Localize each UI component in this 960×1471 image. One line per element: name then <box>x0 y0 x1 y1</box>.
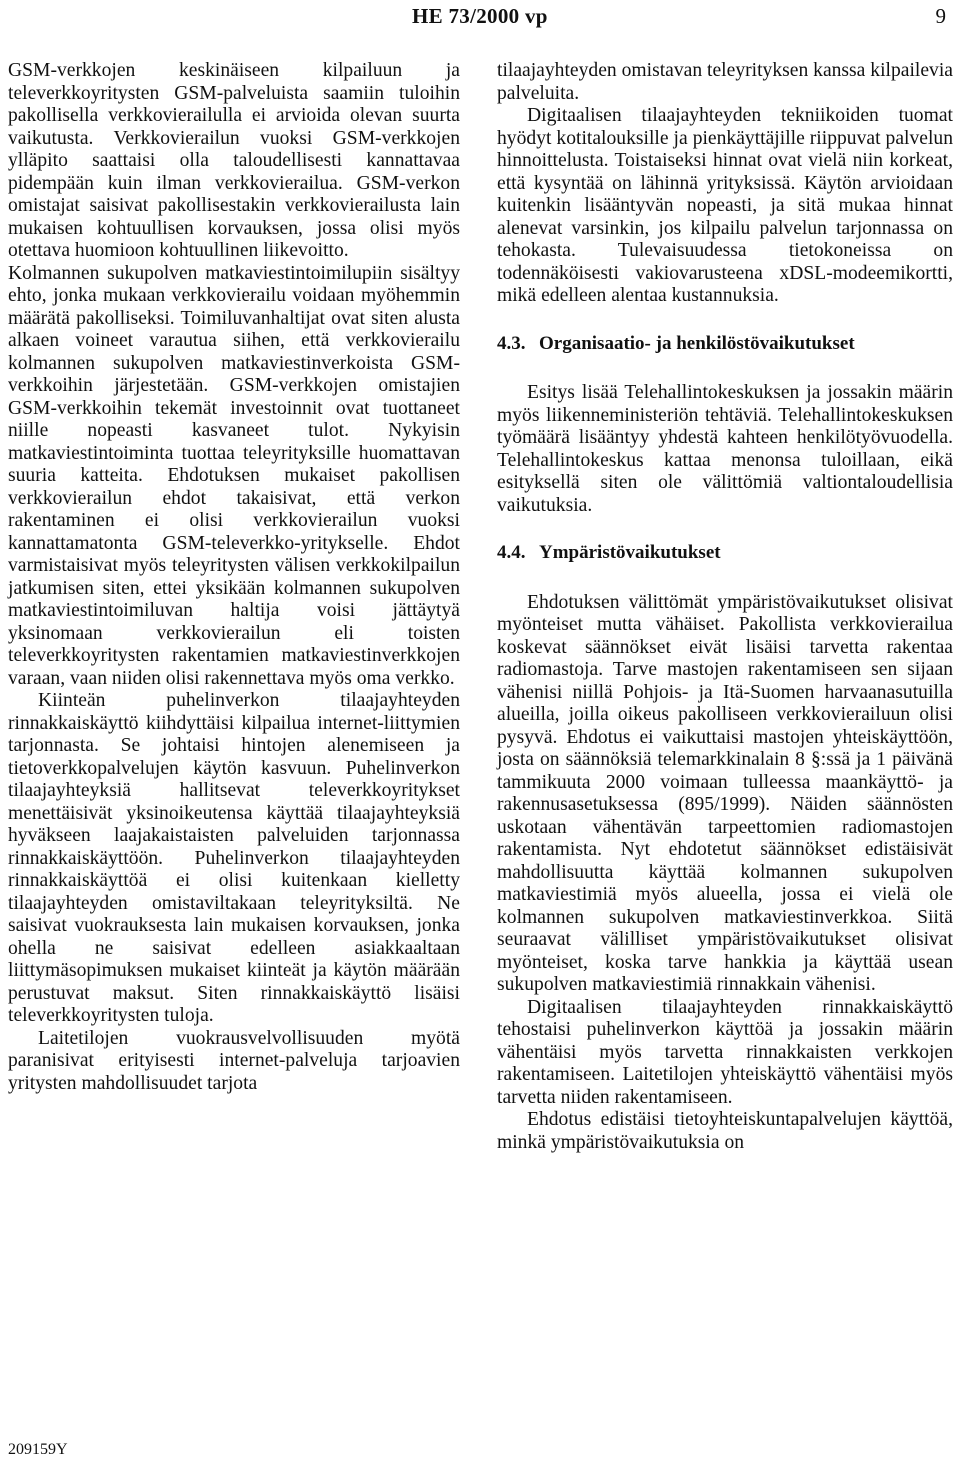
paragraph: Digitaalisen tilaajayhteyden tekniikoiden tuomat hyödyt kotitalouksille ja pienkäyttäjille riippuvat palvelun hinnoittelusta. Toistaiseksi hinnat ovat vielä niin korkeat, että kysyntää on lähinnä yrityksissä. Käytön arvioidaan kuitenkin lisääntyvän nopeasti, ja sitä mukaa hinnat alenevat varsinkin, jos kilpailu palvelun tarjonnassa on tehokasta. Tulevaisuudessa tietokoneissa on todennäköisesti vakiovarusteena xDSL-modeemikortti, mikä edelleen alentaa kustannuksia. <box>497 105 953 306</box>
paragraph: tilaajayhteyden omistavan teleyrityksen kanssa kilpailevia palveluita. <box>497 60 953 104</box>
section-heading-4-3 <box>497 333 953 356</box>
page-header <box>0 0 960 40</box>
paragraph: Digitaalisen tilaajayhteyden rinnakkaiskäyttö tehostaisi puhelinverkon käyttöä ja jossakin määrin vähentäisi myös tarvetta rinnakkaisten verkkojen rakentamiseen. Laitetilojen yhteiskäyttö vähentäisi myös tarvetta niiden rakentamiseen. <box>497 996 953 1108</box>
left-column <box>8 60 460 1095</box>
paragraph: Ehdotuksen välittömät ympäristövaikutukset olisivat myönteiset mutta vähäiset. Pakollista verkkovierailua koskevat säännökset eivät lisäisi tarvetta rakentaa radiomastoja. Tarve mastojen rakentamiseen sen sijaan vähenisi niillä Pohjois- ja Itä-Suomen harvaanasutuilla alueilla, joilla oikeus pakolliseen verkkovierailuun olisi pysyvä. Ehdotus ei vaikuttaisi mastojen yhteiskäyttöön, josta on säännöksiä telemarkkinalain 8 §:ssä ja 1 päivänä tammikuuta 2000 voimaan tulleessa maankäyttö- ja rakennusasetuksessa (895/1999). Näiden säännösten uskotaan vähentävän tarpeettomien radiomastojen rakentamista. Nyt ehdotetut säännökset edistäisivät mahdollisuutta käyttää kolmannen sukupolven matkaviestimiä myös alueella, jossa ei vielä ole kolmannen sukupolven matkaviestinverkkoa. Siitä seuraavat välilliset ympäristövaikutukset olisivat myönteiset, koska tarve hankkia ja käyttää usean sukupolven matkaviestimiä rinnakkain vähenisi. <box>497 591 953 995</box>
paragraph: Esitys lisää Telehallintokeskuksen ja jossakin määrin myös liikenneministeriön tehtäviä. Telehallintokeskuksen työmäärä lisääntyy yhdestä kahteen henkilötyövuodella. Telehallintokeskus kattaa menonsa tuloillaan, eikä esityksellä siten ole välittömiä valtiontaloudellisia vaikutuksia. <box>497 382 953 516</box>
paragraph: Kiinteän puhelinverkon tilaajayhteyden rinnakkaiskäyttö kiihdyttäisi kilpailua internet-liittymien tarjonnasta. Se johtaisi hintojen alenemiseen ja tietoverkkopalvelujen käytön kasvuun. Puhelinverkon tilaajayhteyksiä hallitsevat televerkkoyritykset menettäisivät yksinoikeutensa käyttää tilaajayhteyksiä hyväkseen laajakaistaisten palveluiden tarjonnassa rinnakkaiskäyttöön. Puhelinverkon tilaajayhteyden rinnakkaiskäyttöä ei olisi kuitenkaan kielletty tilaajayhteyden omistaviltakaan teleyrityksiltä. Ne saisivat vuokrauksesta lain mukaisen korvauksen, jonka ohella ne saisivat edelleen asiakkaaltaan liittymäsopimuksen mukaiset kiinteät ja käytön määrään perustuvat maksut. Siten rinnakkaiskäyttö lisäisi televerkkoyritysten tuloja. <box>8 690 460 1026</box>
section-title: Organisaatio- ja henkilöstövaikutukset <box>539 332 855 354</box>
paragraph: Kolmannen sukupolven matkaviestintoimilupiin sisältyy ehto, jonka mukaan verkkovierailu voidaan myöhemmin määrätä pakolliseksi. Toimiluvanhaltijat ovat siten alusta alkaen voineet varautua siihen, että verkkovierailu kolmannen sukupolven matkaviestinverkoista GSM-verkkoihin järjestetään. GSM-verkkojen omistajien GSM-verkkoihin tekemät investoinnit ovat tuottaneet niille nopeasti kasvaneet tulot. Nykyisin matkaviestintoiminta tuottaa teleyrityksille huomattavan suuria katteita. Ehdotuksen mukaiset pakollisen verkkovierailun ehdot takaisivat, että verkon rakentaminen ei olisi verkkovierailun vuoksi kannattamatonta GSM-televerkko-yritykselle. Ehdot varmistaisivat myös teleyritysten välisen verkkokilpailun jatkumisen siten, ettei yksikään kolmannen sukupolven matkaviestintoimiluvan haltija voisi jättäytyä yksinomaan verkkovierailun eli toisten televerkkoyritysten rakentamien matkaviestinverkkojen varaan, vaan niiden olisi rakennettava myös oma verkko. <box>8 262 460 689</box>
document-id: HE 73/2000 vp <box>412 4 548 28</box>
section-number: 4.3. <box>497 332 526 354</box>
paragraph: Laitetilojen vuokrausvelvollisuuden myötä paranisivat erityisesti internet-palveluja tarjoavien yritysten mahdollisuudet tarjota <box>8 1027 460 1094</box>
paragraph: Ehdotus edistäisi tietoyhteiskuntapalvelujen käyttöä, minkä ympäristövaikutuksia on <box>497 1109 953 1153</box>
right-column <box>497 60 953 1154</box>
page-number: 9 <box>935 4 946 28</box>
paragraph: GSM-verkkojen keskinäiseen kilpailuun ja televerkkoyritysten GSM-palveluista saamiin tuloihin pakollisella verkkovierailulla ei arvioida olevan suurta vaikutusta. Verkkovierailun vuoksi GSM-verkkojen ylläpito saattaisi olla taloudellisesti kannattavaa pidempään kuin ilman verkkovierailua. GSM-verkon omistajat saisivat pakollisestakin verkkovierailusta lain mukaisen kohtuullisen korvauksen, jossa olisi myös otettava huomioon kohtuullinen liikevoitto. <box>8 60 460 261</box>
section-number: 4.4. <box>497 542 526 563</box>
page-footer-code: 209159Y <box>8 1441 68 1458</box>
section-title: Ympäristövaikutukset <box>539 542 721 563</box>
section-heading-4-4 <box>497 542 953 565</box>
